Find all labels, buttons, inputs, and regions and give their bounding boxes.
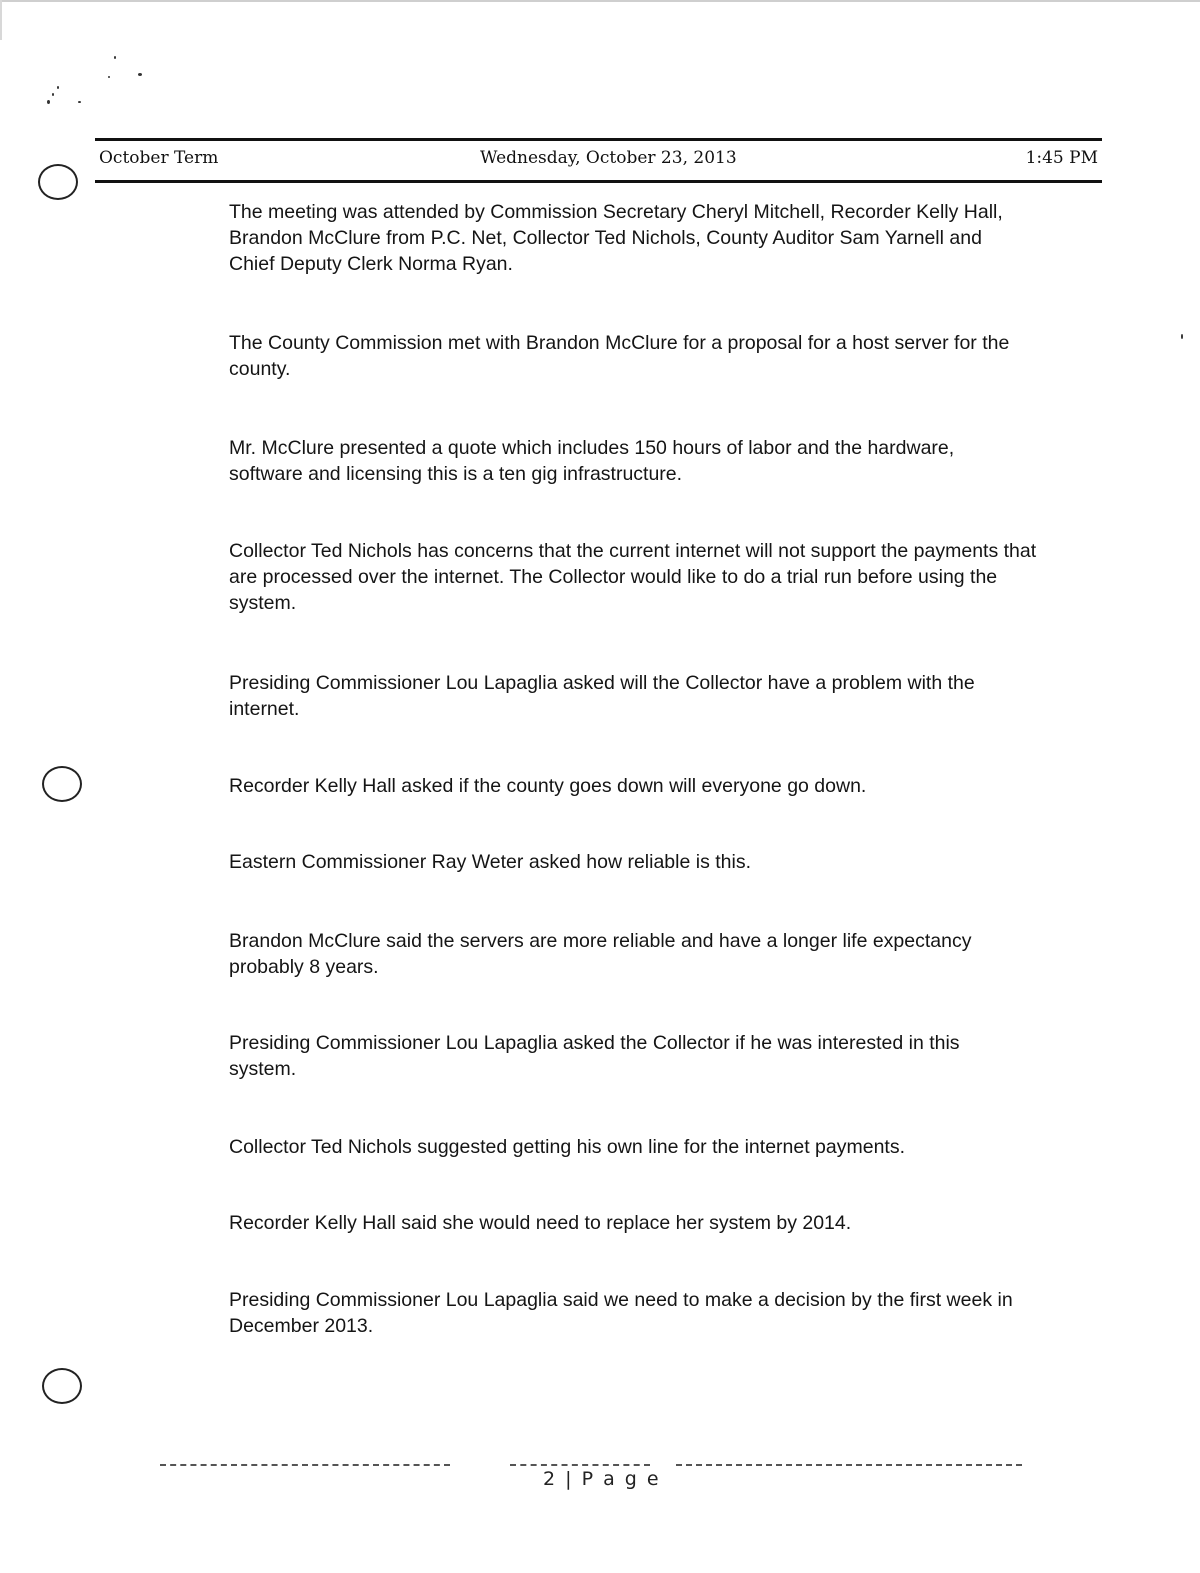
- paragraph-lapaglia-question: Presiding Commissioner Lou Lapaglia asked will the Collector have a problem with the internet.: [229, 672, 975, 720]
- header-time: 1:45 PM: [1025, 148, 1098, 168]
- scan-speck: [1181, 334, 1183, 339]
- scan-speck: [47, 100, 50, 104]
- paragraph-nichols-line: Collector Ted Nichols suggested getting his own line for the internet payments.: [229, 1136, 906, 1158]
- header-bottom-rule: [95, 180, 1102, 183]
- paragraph-collector-concerns: Collector Ted Nichols has concerns that the current internet will not support the payments that are processed over the internet. The Collector would like to do a trial run before using the system.: [229, 540, 1037, 614]
- page-top-edge: [0, 0, 1200, 2]
- paragraph-mcclure-reliability: Brandon McClure said the servers are more reliable and have a longer life expectancy probably 8 years.: [229, 930, 972, 978]
- paragraph-weter-question: Eastern Commissioner Ray Weter asked how reliable is this.: [229, 851, 752, 873]
- punch-hole-top: [38, 164, 78, 200]
- page-number: 2 | P a g e: [543, 1468, 661, 1490]
- paragraph-hall-replace: Recorder Kelly Hall said she would need to replace her system by 2014.: [229, 1212, 852, 1234]
- scan-speck: [52, 93, 54, 96]
- paragraph-hall-question: Recorder Kelly Hall asked if the county goes down will everyone go down.: [229, 775, 867, 797]
- paragraph-lapaglia-decision: Presiding Commissioner Lou Lapaglia said we need to make a decision by the first week in December 2013.: [229, 1289, 1013, 1337]
- scan-speck: [57, 86, 59, 89]
- paragraph-proposal: The County Commission met with Brandon McClure for a proposal for a host server for the county.: [229, 332, 1010, 380]
- header-term: October Term: [99, 148, 219, 168]
- paragraph-quote: Mr. McClure presented a quote which includes 150 hours of labor and the hardware, software and licensing this is a ten gig infrastructure.: [229, 437, 955, 485]
- punch-hole-bottom: [42, 1368, 82, 1404]
- paragraph-attendance: The meeting was attended by Commission Secretary Cheryl Mitchell, Recorder Kelly Hall, Brandon McClure from P.C. Net, Collector Ted Nichols, County Auditor Sam Yarnell and Chief Deputy Clerk Norma Ryan.: [229, 201, 1003, 275]
- footer-rule: [160, 1464, 450, 1466]
- header-date: Wednesday, October 23, 2013: [480, 148, 737, 168]
- header-top-rule: [95, 138, 1102, 141]
- scan-speck: [108, 76, 110, 78]
- scan-speck: [138, 73, 142, 76]
- scan-speck: [114, 56, 116, 59]
- paragraph-lapaglia-interest: Presiding Commissioner Lou Lapaglia asked the Collector if he was interested in this system.: [229, 1032, 960, 1080]
- scan-speck: [78, 101, 81, 103]
- page-left-edge: [0, 0, 2, 40]
- footer-rule: [676, 1464, 1022, 1466]
- punch-hole-middle: [42, 766, 82, 802]
- footer-rule: [510, 1464, 650, 1466]
